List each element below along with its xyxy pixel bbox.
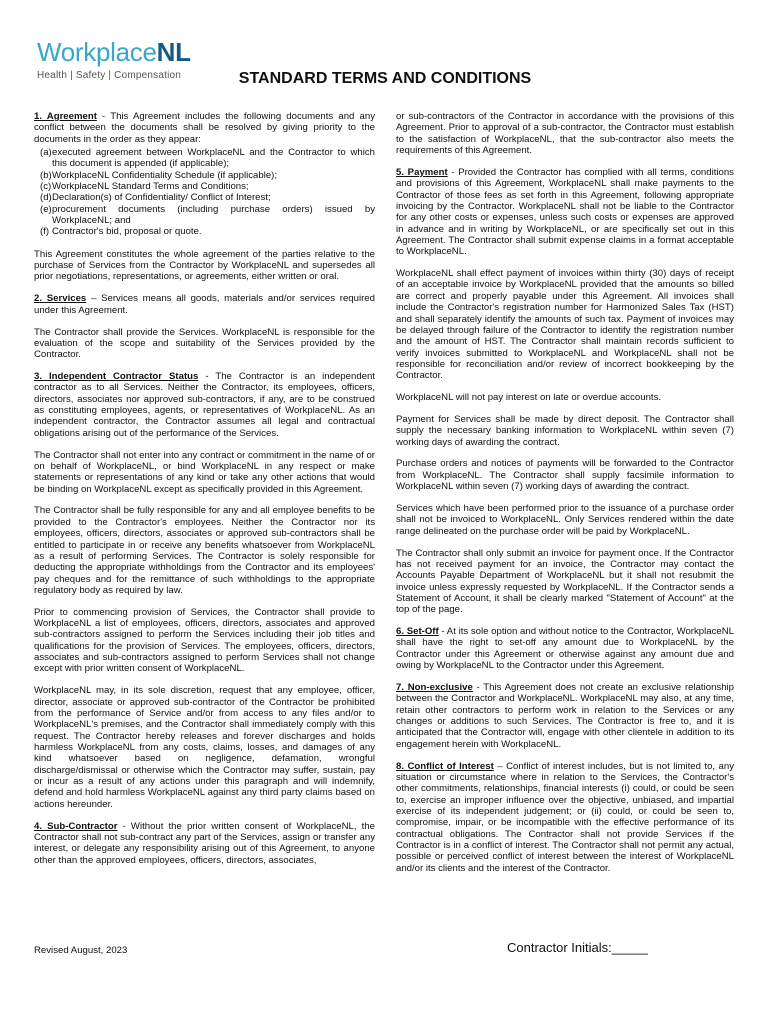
section-2-services: 2. Services – Services means all goods, materials and/or services required under this Agreement. [34,293,375,316]
contractor-initials-field[interactable]: Contractor Initials:_____ [507,940,648,955]
paragraph-provide-services: The Contractor shall provide the Services. WorkplaceNL is responsible for the evaluation of the scope and suitability of the Services provided by the Contractor. [34,326,375,361]
paragraph-employee-list: Prior to commencing provision of Services, the Contractor shall provide to WorkplaceNL a list of employees, officers, directors, associates and approved sub-contractors assigned to perform the Services including their job titles and qualifications for the provision of Services. The employees, officers, directors, associates and sub-contractors assigned to perform Services shall not change except with prior written consent of WorkplaceNL. [34,606,375,675]
section-heading: 5. Payment [396,166,448,178]
left-column [34,111,375,876]
paragraph-employee-benefits: The Contractor shall be fully responsible for any and all employee benefits to be provided to the Contractor's employees. Neither the Contractor nor its employees, officers, directors, associates or approved sub-contractors shall be entitled to participate in or receive any benefits whatsoever from WorkplaceNL as a result of performing Services. The Contractor is solely responsible for deducting the appropriate withholdings from the Contractor and its employees' pay cheques and for the remittance of such withholdings to the appropriate regulatory body as required by law. [34,505,375,596]
list-item: (c) WorkplaceNL Standard Terms and Conditions; [40,181,249,193]
list-item: (b) WorkplaceNL Confidentiality Schedule (if applicable); [40,169,278,181]
paragraph-invoice-once: The Contractor shall only submit an invoice for payment once. If the Contractor has not received payment for an invoice, the Contractor may contact the Accounts Payable Department of WorkplaceNL but it shall not resubmit the invoice unless expressly requested by WorkplaceNL. If the Contractor sends a Statement of Account, it shall be clearly marked "Statement of Account" at the top of the page. [396,547,734,616]
logo-wordmark: WorkplaceNL [37,37,191,67]
section-heading: 2. Services [34,293,87,305]
paragraph-purchase-orders: Purchase orders and notices of payments will be forwarded to the Contractor from WorkplaceNL. The Contractor shall supply facsimile information to WorkplaceNL within seven (7) working days of awarding the contract. [396,458,734,493]
section-4-sub-contractor: 4. Sub-Contractor - Without the prior written consent of WorkplaceNL, the Contractor shall not sub-contract any part of the Services, assign or transfer any interest, or delegate any responsibility arising out of this Agreement, to anyone other than the approved employees, officers, directors, associates, [34,820,375,866]
paragraph-whole-agreement: This Agreement constitutes the whole agreement of the parties relative to the purchase of Services from the Contractor by WorkplaceNL and supersedes all prior negotiations, representations, or agreements, either written or oral. [34,248,375,283]
right-column [396,111,734,884]
section-heading: 7. Non-exclusive [396,681,473,693]
logo-tagline: Health | Safety | Compensation [37,70,182,81]
list-item: (e) procurement documents (including purchase orders) issued by WorkplaceNL; and [40,203,375,227]
section-1-agreement: 1. Agreement - This Agreement includes the following documents and any conflict between the documents shall be resolved by giving priority to the documents in the order as they appear: [34,111,375,145]
agreement-document-list [34,147,375,238]
section-heading: 3. Independent Contractor Status [34,371,199,383]
section-5-payment: 5. Payment - Provided the Contractor has complied with all terms, conditions and provisions of this Agreement, WorkplaceNL shall make payments to the Contractor of those fees as set forth in this Agreement, following appropriate invoicing by the Contractor. WorkplaceNL shall not be liable to the Contractor for any other costs or expenses, unless such costs or expenses are approved in advance and in writing by WorkplaceNL, or are specifically set out in this Agreement. The Contractor shall submit expense claims in a format acceptable to WorkplaceNL. [396,166,734,258]
paragraph-invoice-payment: WorkplaceNL shall effect payment of invoices within thirty (30) days of receipt of an acceptable invoice by WorkplaceNL provided that the amounts so billed are correct and properly payable under this Agreement. All invoices shall include the Contractor's registration number for Harmonized Sales Tax (HST) and shall separately identify the amounts of such tax. Payment of invoices may be delayed through failure of the Contractor to identify the registration number and the amount of HST. The Contractor shall maintain records sufficient to verify invoices submitted to WorkplaceNL and WorkplaceNL shall not be responsible for reconciliation and/or review of incorrect bookkeeping by the Contractor. [396,268,734,382]
document-title: STANDARD TERMS AND CONDITIONS [238,70,532,87]
section-3-independent-contractor: 3. Independent Contractor Status - The Contractor is an independent contractor as to all Services. Neither the Contractor, its employees, officers, directors, associates nor approved sub-contractors, if any, are to be construed as constituting employees, agents, or representatives of WorkplaceNL. As an independent contractor, the Contractor assumes all legal and contractual obligations arising out of the performance of the Services. [34,371,375,439]
section-heading: 1. Agreement [34,111,97,122]
section-heading: 4. Sub-Contractor [34,820,118,832]
paragraph-no-interest: WorkplaceNL will not pay interest on late or overdue accounts. [396,392,662,404]
section-heading: 8. Conflict of Interest [396,760,494,772]
paragraph-sub-contractor-continued: or sub-contractors of the Contractor in accordance with the provisions of this Agreement. Prior to approval of a sub-contractor, the Contractor must establish to the satisfaction of WorkplaceNL, that the sub-contractor also meets the requirements of this Agreement. [396,111,734,157]
revision-date: Revised August, 2023 [34,945,128,956]
list-item: (a) executed agreement between WorkplaceNL and the Contractor to which this document is appended (if applicable); [40,147,375,170]
list-item: (f) Contractor's bid, proposal or quote. [40,226,202,238]
section-8-conflict-of-interest: 8. Conflict of Interest – Conflict of interest includes, but is not limited to, any situation or circumstance where in relation to the Services, the Contractor's other commitments, relationships, financial interests (i) could, or could be seen to, exercise an improper influence over the objective, unbiased, and impartial exercise of its independent judgement; or (ii) could, or could be seen to, compromise, impair, or be incompatible with the effective performance of its contractual obligations. The Contractor shall not provide Services if the Contractor is in a conflict of interest. The Contractor shall not permit any actual, possible or perceived conflict of interest between the interest of WorkplaceNL and/or its clients and the interest of the Contractor. [396,760,734,874]
section-6-set-off: 6. Set-Off - At its sole option and without notice to the Contractor, WorkplaceNL shall have the right to set-off any amount due to WorkplaceNL by the Contractor under this Agreement or otherwise against any amount due and owing by WorkplaceNL to the Contractor under this Agreement. [396,626,734,672]
section-heading: 6. Set-Off [396,626,439,638]
paragraph-no-commitment: The Contractor shall not enter into any contract or commitment in the name of or on behalf of WorkplaceNL, or bind WorkplaceNL in any respect or make statements or representations of any kind or take any other actions that would be binding on WorkplaceNL except as specifically provided in this Agreement. [34,449,375,495]
paragraph-sole-discretion: WorkplaceNL may, in its sole discretion, request that any employee, officer, director, associate or approved sub-contractor of the Contractor be prohibited from the performance of Service and/or from access to any files and/or to WorkplaceNL's premises, and the Contractor shall immediately comply with this request. The Contractor hereby releases and forever discharges and holds harmless WorkplaceNL from any costs, claims, losses, and damages of any kind whatsoever based on negligence, defamation, wrongful discharge/dismissal or otherwise which the Contractor may suffer, sustain, pay or incur as a result of any actions under this paragraph and will indemnify, defend and hold harmless WorkplaceNL against any third party claims based on actions hereunder. [34,685,375,810]
section-7-non-exclusive: 7. Non-exclusive - This Agreement does not create an exclusive relationship between the Contractor and WorkplaceNL. WorkplaceNL may also, at any time, retain other contractors to perform work in relation to the Services or any changes or additions to such Services. The Contractor is free to, and it is anticipated that the Contractor will, engage with other clientele in addition to its engagement herein with WorkplaceNL. [396,681,735,750]
paragraph-direct-deposit: Payment for Services shall be made by direct deposit. The Contractor shall supply the necessary banking information to WorkplaceNL within seven (7) working days of awarding the contract. [396,413,734,448]
paragraph-prior-services: Services which have been performed prior to the issuance of a purchase order shall not be invoiced to WorkplaceNL. Only Services rendered within the date range delineated on the purchase order will be paid by WorkplaceNL. [396,502,734,537]
list-item: (d) Declaration(s) of Confidentiality/ Conflict of Interest; [40,192,271,204]
